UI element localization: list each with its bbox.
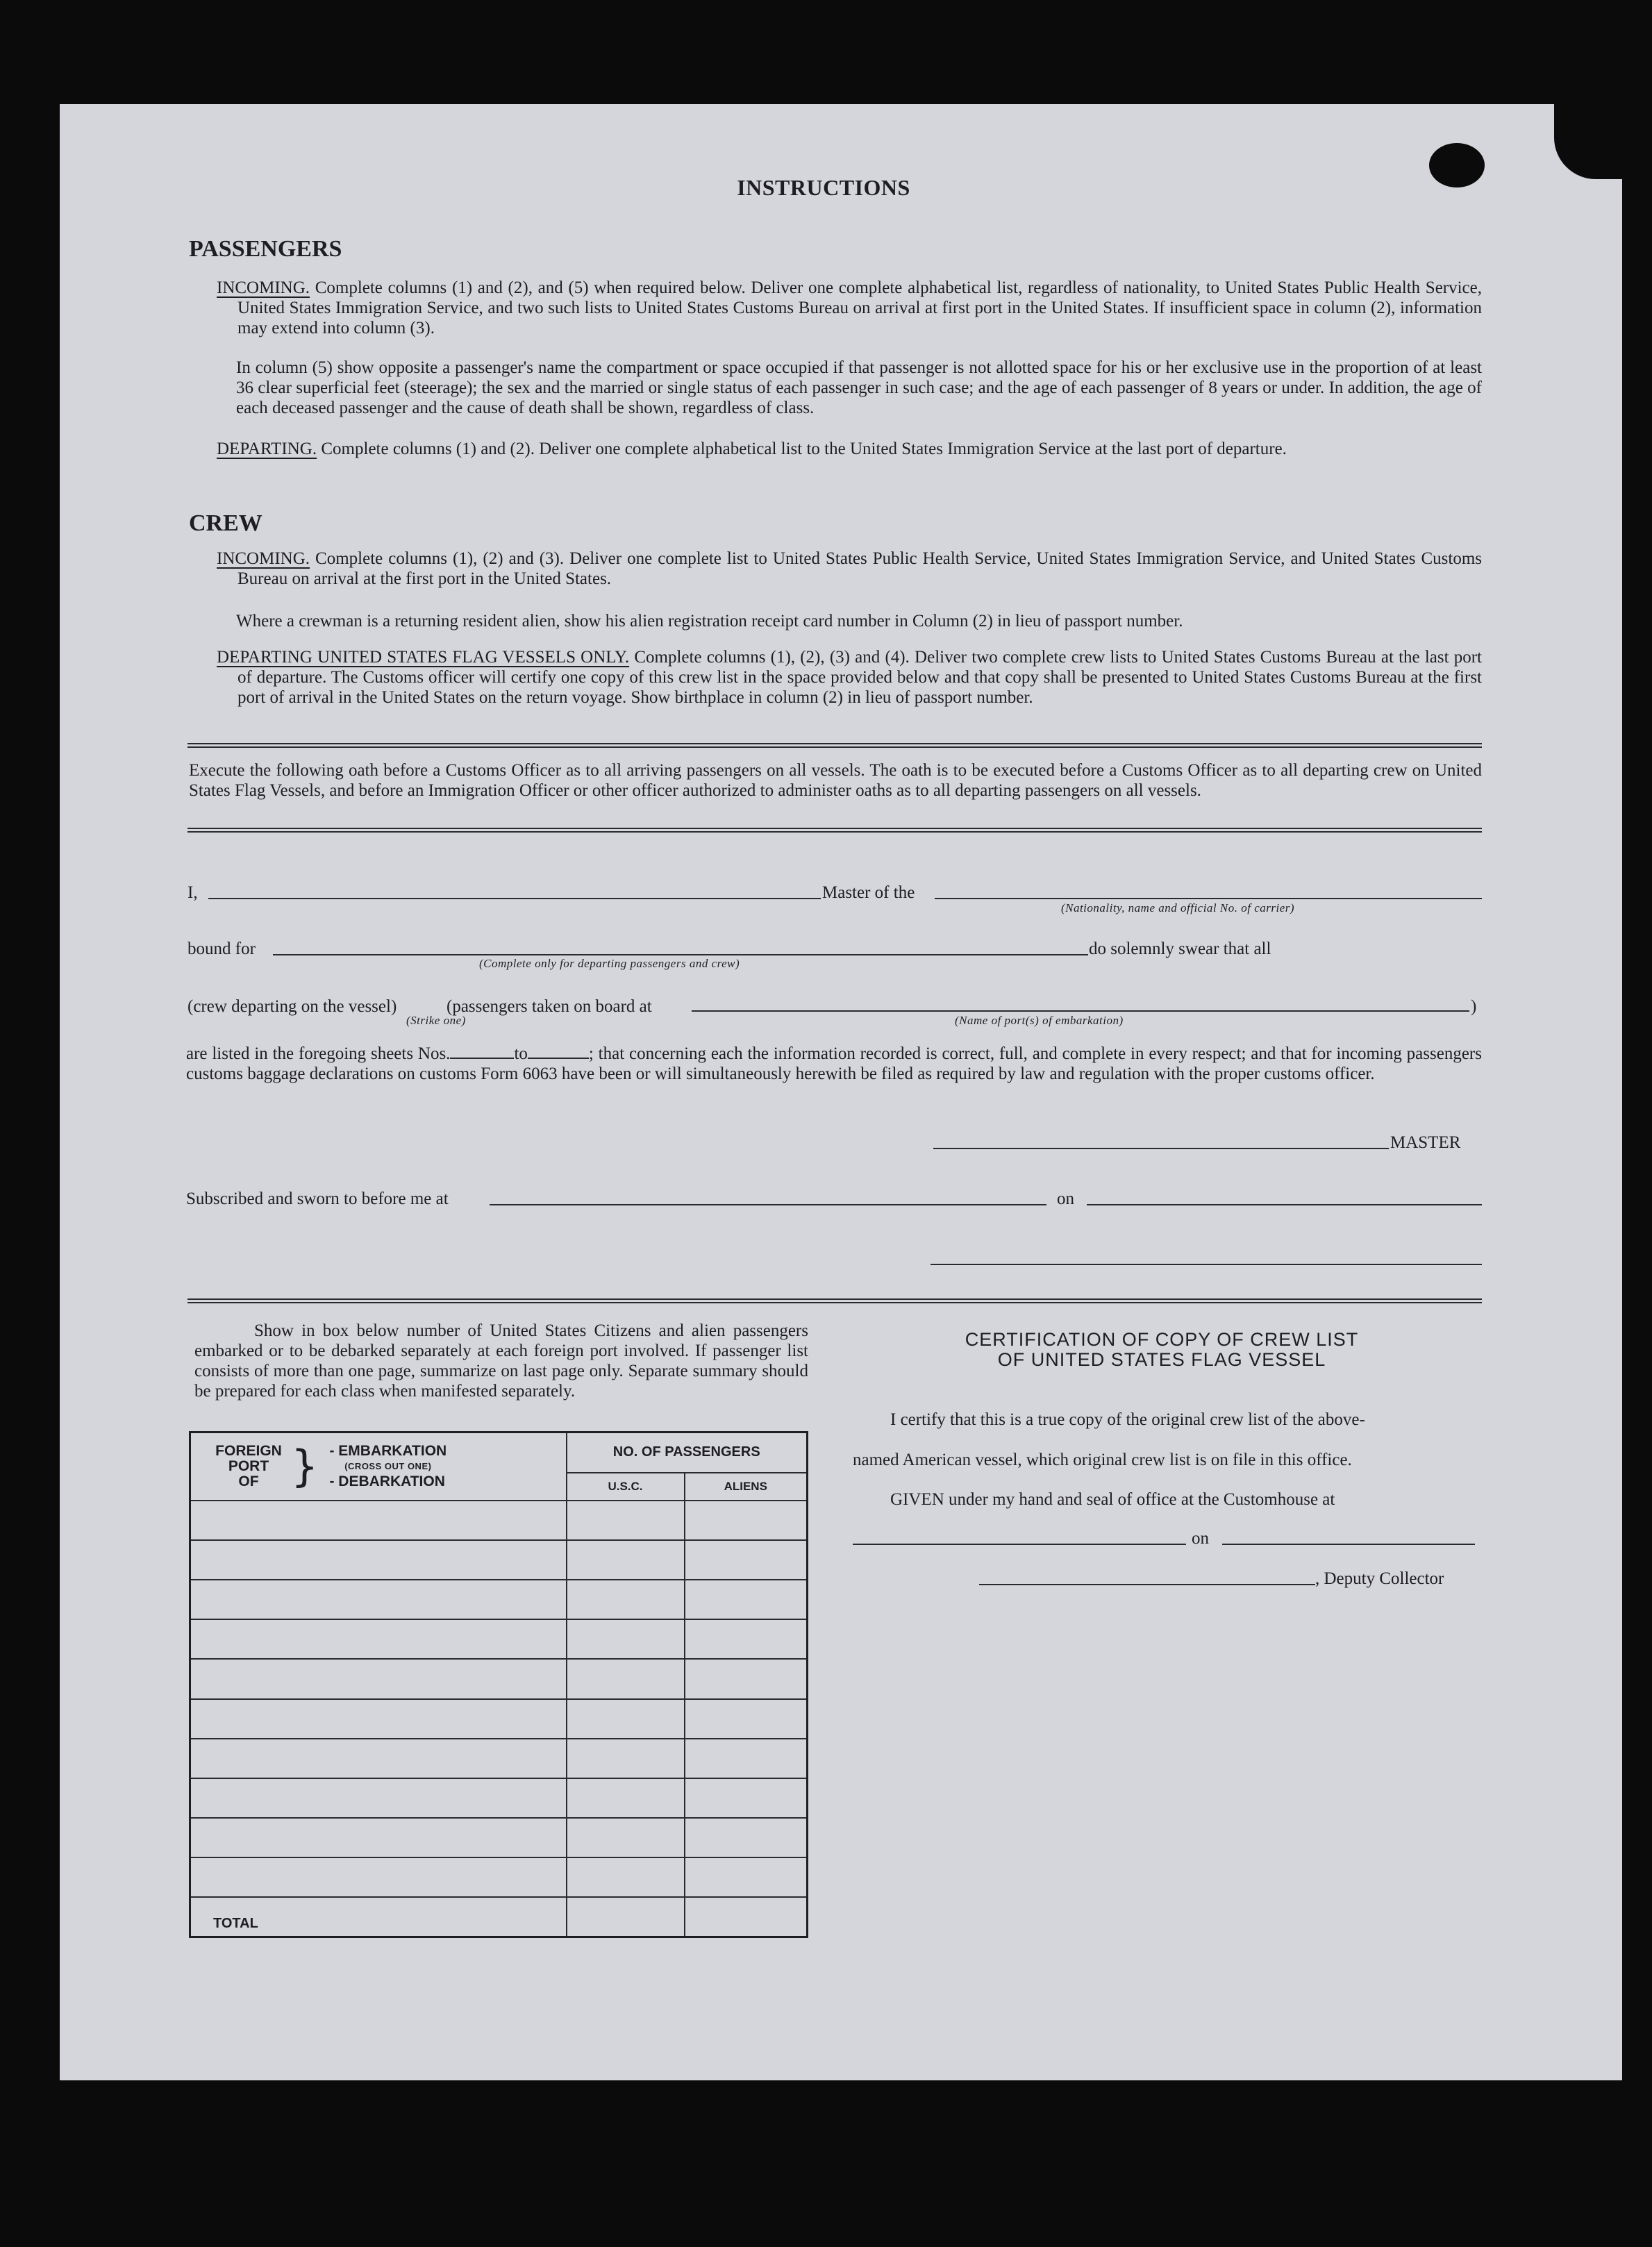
- port-cell[interactable]: [190, 1540, 567, 1580]
- aliens-cell[interactable]: [685, 1659, 808, 1698]
- port-cell[interactable]: [190, 1818, 567, 1857]
- brace-glyph: }: [291, 1440, 319, 1492]
- passengers-incoming-paragraph: [217, 278, 1482, 338]
- total-label: TOTAL: [190, 1897, 567, 1937]
- bound-for-label: bound for: [187, 939, 256, 958]
- usc-total-cell[interactable]: [567, 1897, 685, 1937]
- usc-cell[interactable]: [567, 1580, 685, 1619]
- port-header-foreign: FOREIGN: [215, 1442, 282, 1459]
- close-paren: ): [1471, 997, 1477, 1016]
- usc-header: U.S.C.: [567, 1473, 685, 1501]
- oath-i-label: I,: [187, 883, 198, 902]
- port-cell[interactable]: [190, 1857, 567, 1897]
- master-name-line[interactable]: [208, 898, 821, 899]
- crew-incoming-label: INCOMING.: [217, 549, 310, 568]
- passengers-column5-paragraph: In column (5) show opposite a passenger's name the compartment or space occupied if that passenger is not allotted space for his or her exclusive use in the proportion of at least 36 clear superficial feet (steerage); the sex and the married or single status of each passenger in such case; and the age of each passenger of 8 years or under. In addition, the age of each deceased passenger and the cause of death shall be shown, regardless of class.: [236, 358, 1482, 417]
- master-of-label: Master of the: [822, 883, 915, 902]
- crew-departing-text: Complete columns (1), (2), (3) and (4). Deliver two complete crew lists to United States Customs Bureau at the last port of departure. The Customs officer will certify one copy of this crew list in the space provided below and that copy shall be presented to United States Customs Bureau at the first port of arrival in the United States on the return voyage. Show birthplace in column (2) in lieu of passport number.: [237, 648, 1482, 707]
- port-cell[interactable]: [190, 1580, 567, 1619]
- complete-only-hint: (Complete only for departing passengers and crew): [479, 957, 740, 970]
- customhouse-line[interactable]: [853, 1544, 1186, 1545]
- no-passengers-header: NO. OF PASSENGERS: [567, 1432, 808, 1473]
- port-cell[interactable]: [190, 1699, 567, 1739]
- usc-cell[interactable]: [567, 1501, 685, 1540]
- debarkation-label: - DEBARKATION: [329, 1473, 445, 1489]
- usc-cell[interactable]: [567, 1699, 685, 1739]
- passengers-departing-text: Complete columns (1) and (2). Deliver one complete alphabetical list to the United States Immigration Service at the last port of departure.: [317, 440, 1287, 458]
- divider: [187, 743, 1482, 748]
- aliens-total-cell[interactable]: [685, 1897, 808, 1937]
- divider: [187, 1298, 1482, 1303]
- aliens-cell[interactable]: [685, 1857, 808, 1897]
- subscribed-label: Subscribed and sworn to before me at: [186, 1189, 449, 1208]
- crew-departing-label: DEPARTING UNITED STATES FLAG VESSELS ONLY.: [217, 648, 630, 667]
- summary-instruction: Show in box below number of United States Citizens and alien passengers embarked or to be debarked separately at each foreign port involved. If passenger list consists of more than one page, summarize on last page only. Separate summary should be prepared for each class when manifested separately.: [194, 1321, 808, 1401]
- sheet-to-line[interactable]: [528, 1046, 589, 1059]
- aliens-cell[interactable]: [685, 1580, 808, 1619]
- listed-paragraph: [186, 1044, 1482, 1084]
- page-title: INSTRUCTIONS: [737, 175, 910, 200]
- passengers-departing-label: DEPARTING.: [217, 440, 317, 458]
- crew-heading: CREW: [189, 510, 262, 536]
- passengers-incoming-label: INCOMING.: [217, 278, 310, 297]
- certification-date-line[interactable]: [1222, 1544, 1475, 1545]
- port-cell[interactable]: [190, 1778, 567, 1818]
- port-cell[interactable]: [190, 1659, 567, 1698]
- certification-heading-2: OF UNITED STATES FLAG VESSEL: [997, 1349, 1326, 1370]
- certification-text-3: GIVEN under my hand and seal of office at the Customhouse at: [890, 1490, 1335, 1509]
- master-signature-line[interactable]: [933, 1148, 1389, 1149]
- listed-rest: ; that concerning each the information recorded is correct, full, and complete in every respect; and that for incoming passengers customs baggage declarations on customs Form 6063 have been or will simultaneously herewith be filed as required by law and regulation with the proper customs officer.: [186, 1044, 1482, 1083]
- usc-cell[interactable]: [567, 1659, 685, 1698]
- passengers-departing-paragraph: [217, 439, 1482, 459]
- port-header-port: PORT: [228, 1457, 269, 1474]
- bound-for-line[interactable]: [273, 954, 1088, 955]
- deputy-signature-line[interactable]: [979, 1584, 1315, 1585]
- strike-one-hint: (Strike one): [406, 1014, 466, 1027]
- aliens-cell[interactable]: [685, 1739, 808, 1778]
- cross-out-hint: (CROSS OUT ONE): [344, 1460, 432, 1471]
- swear-text: do solemnly swear that all: [1089, 939, 1271, 958]
- sworn-on-label: on: [1057, 1189, 1074, 1208]
- aliens-cell[interactable]: [685, 1501, 808, 1540]
- port-cell[interactable]: [190, 1619, 567, 1659]
- to-label: to: [514, 1044, 528, 1063]
- aliens-header: ALIENS: [685, 1473, 808, 1501]
- sheet-from-line[interactable]: [450, 1046, 514, 1059]
- crew-incoming-text: Complete columns (1), (2) and (3). Deliver one complete list to United States Public Health Service, United States Immigration Service, and United States Customs Bureau on arrival at the first port in the United States.: [237, 549, 1482, 588]
- passenger-summary-table: [189, 1431, 808, 1938]
- port-cell[interactable]: [190, 1739, 567, 1778]
- certification-on-label: on: [1192, 1529, 1209, 1548]
- passengers-heading: PASSENGERS: [189, 236, 342, 262]
- passengers-taken-option: (passengers taken on board at: [447, 997, 652, 1016]
- port-cell[interactable]: [190, 1501, 567, 1540]
- usc-cell[interactable]: [567, 1540, 685, 1580]
- usc-cell[interactable]: [567, 1619, 685, 1659]
- port-header: [190, 1432, 567, 1501]
- nationality-hint: (Nationality, name and official No. of carrier): [1060, 901, 1295, 914]
- carrier-line[interactable]: [935, 898, 1482, 899]
- aliens-cell[interactable]: [685, 1619, 808, 1659]
- passengers-incoming-text: Complete columns (1) and (2), and (5) when required below. Deliver one complete alphabetical list, regardless of nationality, to United States Public Health Service, United States Immigration Service, and two such lists to United States Customs Bureau on arrival at first port in the United States. If insufficient space in column (2), information may extend into column (3).: [237, 278, 1482, 337]
- ports-hint: (Name of port(s) of embarkation): [955, 1014, 1124, 1027]
- usc-cell[interactable]: [567, 1818, 685, 1857]
- listed-prefix: are listed in the foregoing sheets Nos.: [186, 1044, 451, 1063]
- ports-line[interactable]: [692, 1010, 1469, 1012]
- aliens-cell[interactable]: [685, 1540, 808, 1580]
- torn-corner: [1554, 103, 1637, 179]
- sworn-date-line[interactable]: [1087, 1204, 1482, 1205]
- usc-cell[interactable]: [567, 1857, 685, 1897]
- certification-text-1: I certify that this is a true copy of the original crew list of the above-: [890, 1410, 1365, 1429]
- certification-text-2: named American vessel, which original crew list is on file in this office.: [853, 1451, 1352, 1469]
- usc-cell[interactable]: [567, 1739, 685, 1778]
- usc-cell[interactable]: [567, 1778, 685, 1818]
- divider: [187, 828, 1482, 833]
- officer-signature-line[interactable]: [931, 1264, 1482, 1265]
- crew-resident-paragraph: Where a crewman is a returning resident alien, show his alien registration receipt card number in Column (2) in lieu of passport number.: [236, 612, 1183, 630]
- deputy-collector-label: , Deputy Collector: [1315, 1569, 1444, 1588]
- aliens-cell[interactable]: [685, 1699, 808, 1739]
- oath-instruction: Execute the following oath before a Customs Officer as to all arriving passengers on all vessels. The oath is to be executed before a Customs Officer as to all departing crew on United States Flag Vessels, and before an Immigration Officer or other officer authorized to administer oaths as to all departing passengers on all vessels.: [189, 761, 1482, 800]
- crew-departing-paragraph: [217, 647, 1482, 708]
- certification-heading-1: CERTIFICATION OF COPY OF CREW LIST: [965, 1329, 1359, 1350]
- aliens-cell[interactable]: [685, 1778, 808, 1818]
- sworn-place-line[interactable]: [490, 1204, 1046, 1205]
- master-label: MASTER: [1390, 1133, 1461, 1152]
- crew-incoming-paragraph: [217, 549, 1482, 589]
- crew-departing-option: (crew departing on the vessel): [187, 997, 397, 1016]
- embarkation-label: - EMBARKATION: [329, 1442, 447, 1459]
- port-header-of: OF: [238, 1473, 259, 1489]
- aliens-cell[interactable]: [685, 1818, 808, 1857]
